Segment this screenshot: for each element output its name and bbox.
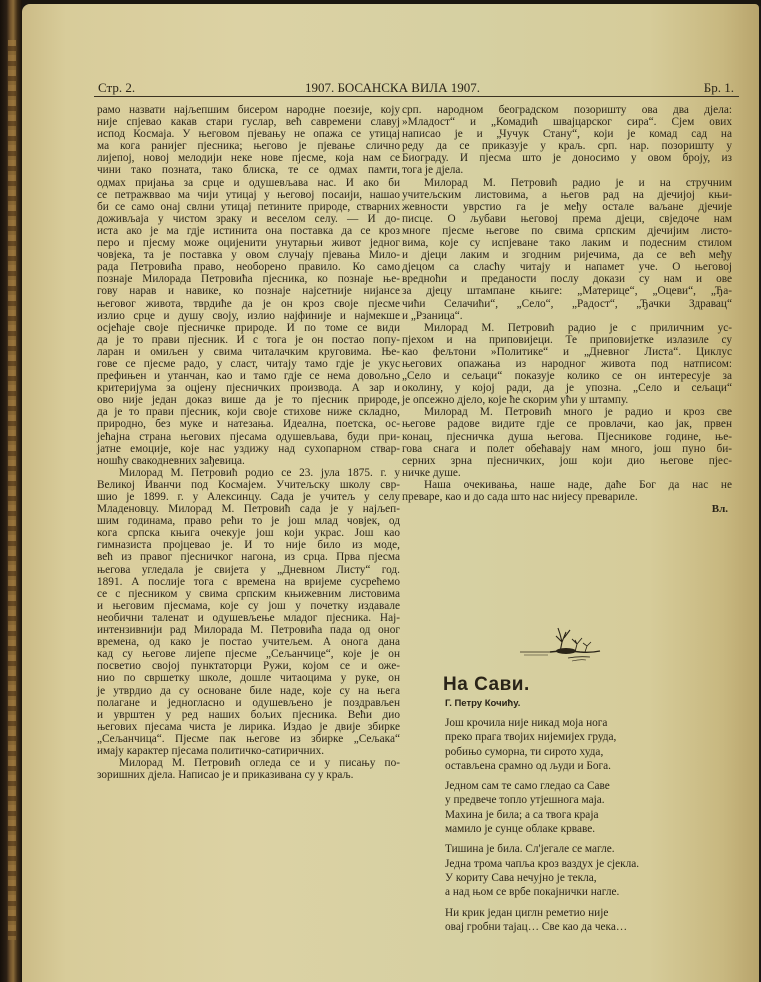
- poem-title: На Сави.: [443, 674, 530, 695]
- poem-dedication: Г. Петру Кочићу.: [445, 698, 521, 709]
- text-line: префињен и утанчан, као и тамо гдје се нема довољно: [97, 370, 400, 383]
- poem-stanza: [445, 716, 639, 773]
- text-line: „Село и сељаци“ показује колико се он интересује за: [402, 370, 732, 383]
- text-line: реду да се приказује у краљ. срп. нар. позоришту у: [402, 140, 732, 153]
- text-line: одмах пријања за срце и одушевљава нас. И ако би: [97, 176, 400, 189]
- poem-line: Једном сам те само гледао са Саве: [445, 780, 610, 793]
- text-line: кад су његове лијепе пјесме „Сељанчице“, које је он: [97, 648, 400, 661]
- issue-number: Бр. 1.: [703, 80, 734, 95]
- text-line: није спјевао какав стари гуслар, већ савремени славуј: [97, 116, 400, 129]
- text-line: писце. О љубави његовој према дјеци, свједоче нам: [402, 212, 732, 225]
- poem-line: Још крочила није никад моја нога: [445, 717, 608, 729]
- text-line: вредноћи и преданости послу докази су нам и ове: [402, 273, 732, 286]
- text-line: се петражввао ма чији утицај у његовој посаији, нашао: [97, 188, 400, 201]
- text-line: већ из правог пјесничког нагона, из срца. Прва пјесма: [97, 551, 400, 564]
- text-line: и „Рзаница“.: [402, 309, 463, 322]
- text-line: његових опажања из народног живота под натписом:: [402, 357, 732, 370]
- poem-line: робињо суморна, ти сирото худа,: [445, 745, 604, 758]
- text-line: човјека, та је поставка у овом случају пјевања Мило-: [97, 249, 400, 262]
- right-column: [402, 104, 732, 515]
- poem-stanza: [445, 906, 639, 935]
- text-line: околину, у којој ради, да је упозна. „Село и сељаци“: [402, 382, 732, 395]
- text-line: осјећаје своје пјесничке природе. И по томе се види: [97, 321, 400, 334]
- text-line: гове се пјесме радо, у сласт, читају тамо гдје је укус: [97, 357, 400, 370]
- text-line: »Младост“ и „Комадић швајцарског сира“. Сјем ових: [402, 116, 732, 129]
- text-line: чићи Селачићи“, „Село“, „Радост“, „Ђачки Здравац“: [402, 297, 732, 310]
- running-header: [94, 80, 744, 96]
- text-line: његове радове видите гдје се провлачи, као јак, првен: [402, 418, 732, 431]
- text-line: јатне емоције, које нас уздижу над сухопарном ствар-: [97, 442, 400, 455]
- text-line: за дјецу штампане књиге: „Материце“, „Оцеви“, „Ђа-: [402, 285, 732, 298]
- text-line: критеријума за оцјену пјесничких производа. А зар и: [97, 382, 400, 395]
- text-line: гова снага и полет обећавају нам много, још пуно би-: [402, 442, 732, 455]
- text-line: да је то прави пјесник, који своје стихове ниже складно,: [97, 406, 400, 419]
- poem-line: у предвече топло утјешнога маја.: [445, 794, 605, 807]
- poem-stanza: [445, 842, 639, 899]
- text-line: иста ако је ма гдје истинита она поставка да се кроз: [97, 224, 400, 237]
- text-line: испод Космаја. У његовом пјевању не опажа се утицај: [97, 128, 400, 141]
- text-line: као фељтони »Политике“ и „Дневног Листа“. Циклус: [402, 345, 732, 358]
- text-line: и дјеци лаким и згодним ријечима, да се већ међу: [402, 249, 732, 262]
- text-line: посветио својој пунктаторци Ружи, којом се и оже-: [97, 660, 400, 673]
- poem-line: У кориту Сава нечујно је текла,: [445, 871, 597, 884]
- text-line: серних зрна пјесничких, још који дио његове пјес-: [402, 454, 732, 467]
- text-line: лијепој, новој мелодији неке нове пјесме, која нам се: [97, 152, 400, 165]
- text-line: рамо назвати најљепшим бисером народне поезије, коју: [97, 104, 400, 116]
- text-line: Милорад М. Петровић родио се 23. јула 1875. г. у: [119, 466, 400, 479]
- text-line: јећајна страна његових пјесама одушевљава, буди при-: [97, 430, 400, 443]
- text-line: гову нарав и навике, ко познаје најсетније нијансе: [97, 285, 400, 298]
- text-line: и уврштен у ред наших бољих пјесника. Већи дио: [97, 708, 400, 721]
- text-line: срп. народном београдском позоришту ова два дјела:: [402, 104, 732, 116]
- text-line: је опсежно дјело, које ће скорим ући у штампу.: [402, 394, 629, 407]
- header-rule: [94, 96, 739, 97]
- book-binding: [0, 0, 22, 982]
- text-line: чини тако позната, тако блиска, те се одмах памти,: [97, 164, 400, 177]
- text-line: гимназиста пројцевао је. И то није било из моде,: [97, 539, 400, 552]
- poem-line: Тишина је била. Сл'јегале се магле.: [445, 843, 615, 856]
- text-line: Милорад М. Петровић огледа се и у писању по-: [119, 757, 400, 770]
- text-line: природно, без муке и натезања. Идеална, поетска, ос-: [97, 418, 400, 431]
- text-line: написао је и „Чучук Стану“, који је комад сад на: [402, 128, 732, 141]
- text-line: кога српска књига очекује још који украс. Још као: [97, 527, 400, 540]
- poem-body: [445, 716, 639, 940]
- text-line: ово није један доказ више да је то пјесник природе,: [97, 394, 400, 407]
- text-line: би се само онај свлни утицај петините природе, стварних: [97, 200, 400, 213]
- text-line: Биограду. И пјесма што је доносимо у овом броју, из: [402, 152, 732, 165]
- text-line: ларан и омиљен у свима читалачким круговима. Ње-: [97, 345, 400, 358]
- text-line: пјехом и на приповијеци. Те приповијетке излазиле су: [402, 333, 732, 346]
- text-line: тога је дјела.: [402, 164, 464, 177]
- text-line: шим годинама, право рећи то је још млад човјек, од: [97, 515, 400, 528]
- text-line: да је то прави пјесник. И с тога је он постао попу-: [97, 333, 400, 346]
- text-line: је утврдио да су основане биле наде, које су на њега: [97, 684, 400, 697]
- text-line: доживљаја у чистом зраку и веселом селу. — И до-: [97, 212, 400, 225]
- text-line: интензивнији рад Милорада М. Петровића пада од оног: [97, 624, 400, 637]
- text-line: његова угледала је свијета у „Дневном Листу“ год.: [97, 563, 400, 576]
- text-line: дјецом са сласћу читају и напамет уче. О његовој: [402, 261, 732, 274]
- text-line: рада Петровића право, необорено правило. Ко само: [97, 261, 400, 274]
- author-signature: Вл.: [711, 503, 728, 516]
- page-number: Стр. 2.: [98, 80, 136, 95]
- poem-line: Ни крик један циглн реметио није: [445, 906, 609, 919]
- text-line: полагане и једногласно и одушевљено је поздрављен: [97, 696, 400, 709]
- landscape-vignette-icon: [520, 622, 610, 666]
- text-line: имају карактер пјесама политичко-сатиричних.: [97, 744, 325, 757]
- text-line: његовог живота, тврдиће да је он кроз своје пјесме: [97, 297, 400, 310]
- text-line: учитељским листовима, а његов рад на дјечијој књи-: [402, 188, 732, 201]
- text-line: преваре, као и до сада што нас нијесу превариле.: [402, 491, 638, 503]
- text-line: зоришних дјела. Написао је и приказивана су у краљ.: [97, 769, 354, 782]
- text-line: Милорад М. Петровић радио је с приличним ус-: [424, 321, 732, 334]
- text-line: нио по свршетку школе, дошле читаоцима у руке, он: [97, 672, 400, 685]
- text-line: „Сељанчица“. Пјесме пак његове из збирке „Сељака“: [97, 732, 400, 745]
- poem-line: Једна трома чапља кроз ваздух је сјекла.: [445, 857, 640, 870]
- text-line: вима, које су испјеване тако лаким и подесним стилом: [402, 237, 732, 250]
- text-line: времена, од како је постао учитељем. А онога дана: [97, 636, 400, 649]
- poem-line: овај гробни тајац… Све као да чека…: [445, 920, 628, 933]
- text-line: Наша очекивања, наше наде, даће Бог да нас не: [424, 478, 732, 491]
- text-line: Младеновцу. Милорад М. Петровић сада је у најљеп-: [97, 503, 400, 516]
- text-line: познаје Милорада Петровића пјесника, ко познаје ње-: [97, 273, 400, 286]
- text-line: шио је 1899. г. у Алексинцу. Сада је учитељ у селу: [97, 491, 400, 503]
- poem-line: преко прага твојих нијемијех груда,: [445, 731, 617, 744]
- text-line: Милорад М. Петровић радио је и на стручним: [424, 176, 732, 189]
- text-line: жевности уврстио га је међу остале ваљане дјечије: [402, 200, 732, 213]
- text-line: 1891. А послије тога с времена на вријеме сусрећемо: [97, 575, 400, 588]
- journal-title: 1907. БОСАНСКА ВИЛА 1907.: [305, 80, 480, 95]
- text-line: се с пјесником у свима српским књижевним листовима: [97, 587, 400, 600]
- poem-line: остављена срамно од људи и Бога.: [445, 759, 611, 772]
- poem-line: Махина је била; а са твога краја: [445, 808, 599, 821]
- text-line: Великој Иванчи под Космајем. Учитељску школу свр-: [97, 478, 400, 491]
- text-line: његових пјесама чиста је лирика. Издао је двије збирке: [97, 720, 400, 733]
- poem-stanza: [445, 779, 639, 836]
- left-column: [97, 104, 400, 781]
- text-line: Милорад М. Петровић много је радио и кроз све: [424, 406, 732, 419]
- text-line: ма кога ранијег пјесника; његово је пјевање слично: [97, 140, 400, 153]
- text-line: перо и пјесму може оцијенити унутарњи живот једног: [97, 237, 400, 250]
- text-line: конац, пјесничка душа његова. Пјесникове године, ње-: [402, 430, 732, 443]
- text-line: излио срце и душу своју, излио најфиније и најмекше: [97, 309, 400, 322]
- text-line: многе пјесме његове по свима српским дјечијим листо-: [402, 224, 732, 237]
- text-line: и његовим пјесмама, које су још у почетку издавале: [97, 599, 400, 612]
- poem-line: а над њом се врбе покајнички нагле.: [445, 886, 620, 899]
- poem-line: мамило је сунце облаке крваве.: [445, 823, 596, 836]
- text-line: ничке душе.: [402, 466, 461, 479]
- text-line: ношћу свакодневних зађевица.: [97, 454, 245, 467]
- text-line: необични таленат и одушевљење младог пјесника. Нај-: [97, 611, 400, 624]
